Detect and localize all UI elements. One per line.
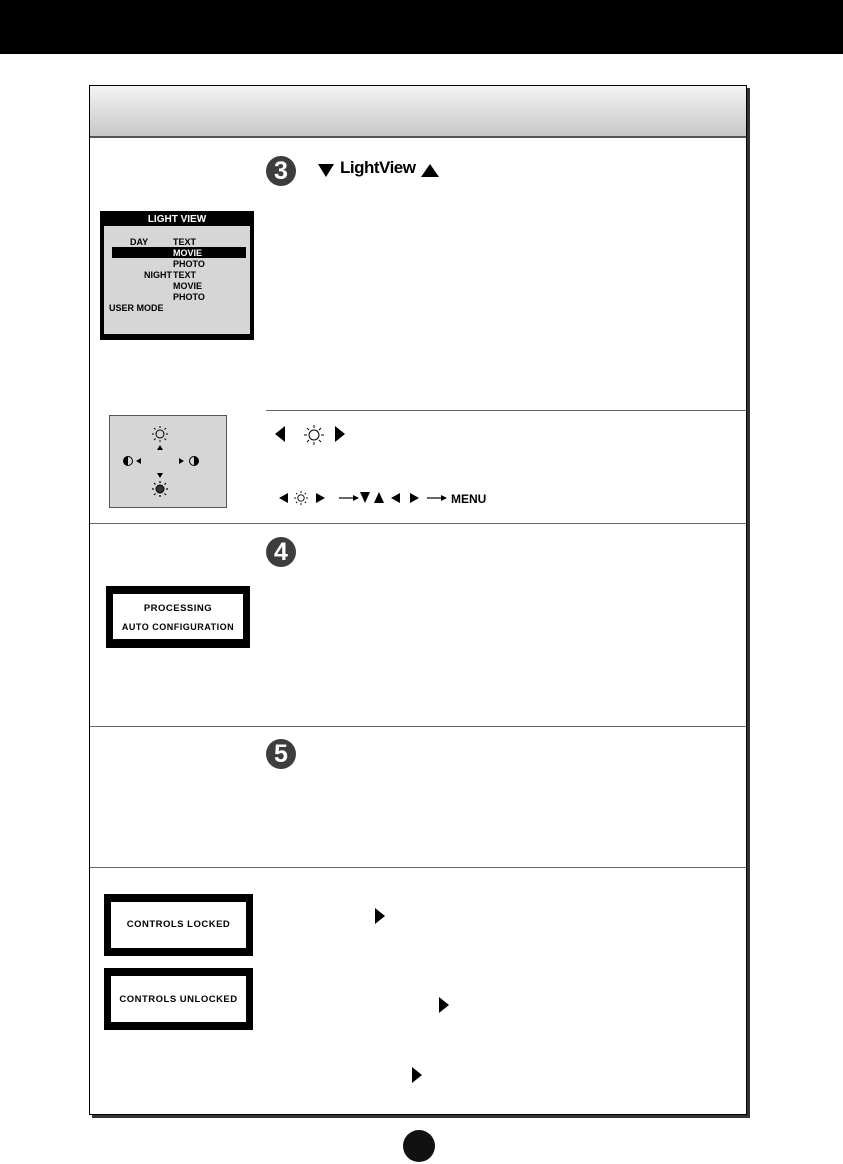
arrow-right-icon (339, 493, 359, 503)
osd-group-label: NIGHT (144, 270, 172, 280)
osd-body (104, 226, 250, 334)
up-arrow-icon (374, 492, 384, 503)
right-arrow-icon (316, 493, 325, 503)
divider (90, 523, 746, 524)
right-arrow-icon (410, 493, 419, 503)
up-arrow-icon (421, 164, 439, 177)
processing-message-box (106, 586, 250, 648)
osd-group-label: DAY (130, 237, 149, 247)
osd-title: LIGHT VIEW (147, 214, 207, 225)
osd-option[interactable]: PHOTO (173, 292, 205, 302)
left-arrow-icon (279, 493, 288, 503)
page-number-dot (403, 1130, 435, 1162)
lightview-osd-menu (100, 211, 254, 340)
osd-option-selected[interactable]: MOVIE (173, 248, 203, 258)
brightness-icon (293, 490, 309, 506)
right-arrow-icon (335, 426, 345, 442)
arrow-right-icon (427, 493, 447, 503)
brightness-diagram-graphic (110, 416, 226, 507)
divider (90, 726, 746, 727)
step-3-badge: 3 (266, 156, 296, 186)
brightness-icon (302, 423, 326, 447)
divider (266, 410, 746, 411)
osd-option[interactable]: TEXT (173, 270, 197, 280)
right-arrow-icon (375, 908, 385, 924)
step-4-badge: 4 (266, 537, 296, 567)
frame-shadow (92, 1115, 750, 1118)
right-arrow-icon (439, 997, 449, 1013)
frame-shadow (747, 88, 750, 1118)
auto-configuration-text: AUTO CONFIGURATION (121, 622, 235, 632)
left-arrow-icon (275, 426, 285, 442)
controls-locked-box (104, 894, 253, 956)
controls-unlocked-text: CONTROLS UNLOCKED (119, 994, 238, 1005)
menu-label: MENU (451, 492, 487, 506)
controls-unlocked-box (104, 968, 253, 1030)
left-arrow-icon (391, 493, 400, 503)
brightness-control-diagram (109, 415, 227, 508)
step-5-badge: 5 (266, 739, 296, 769)
osd-user-mode[interactable]: USER MODE (109, 303, 164, 313)
top-bar (0, 0, 843, 54)
section-header (90, 86, 746, 138)
processing-text: PROCESSING (143, 603, 213, 614)
osd-option[interactable]: PHOTO (173, 259, 205, 269)
right-arrow-icon (412, 1067, 422, 1083)
divider (90, 867, 746, 868)
lightview-title: LightView (340, 158, 416, 177)
controls-locked-text: CONTROLS LOCKED (126, 919, 231, 930)
down-arrow-icon (360, 492, 370, 503)
osd-option[interactable]: MOVIE (173, 281, 203, 291)
down-arrow-icon (318, 164, 334, 177)
osd-option[interactable]: TEXT (173, 237, 197, 247)
